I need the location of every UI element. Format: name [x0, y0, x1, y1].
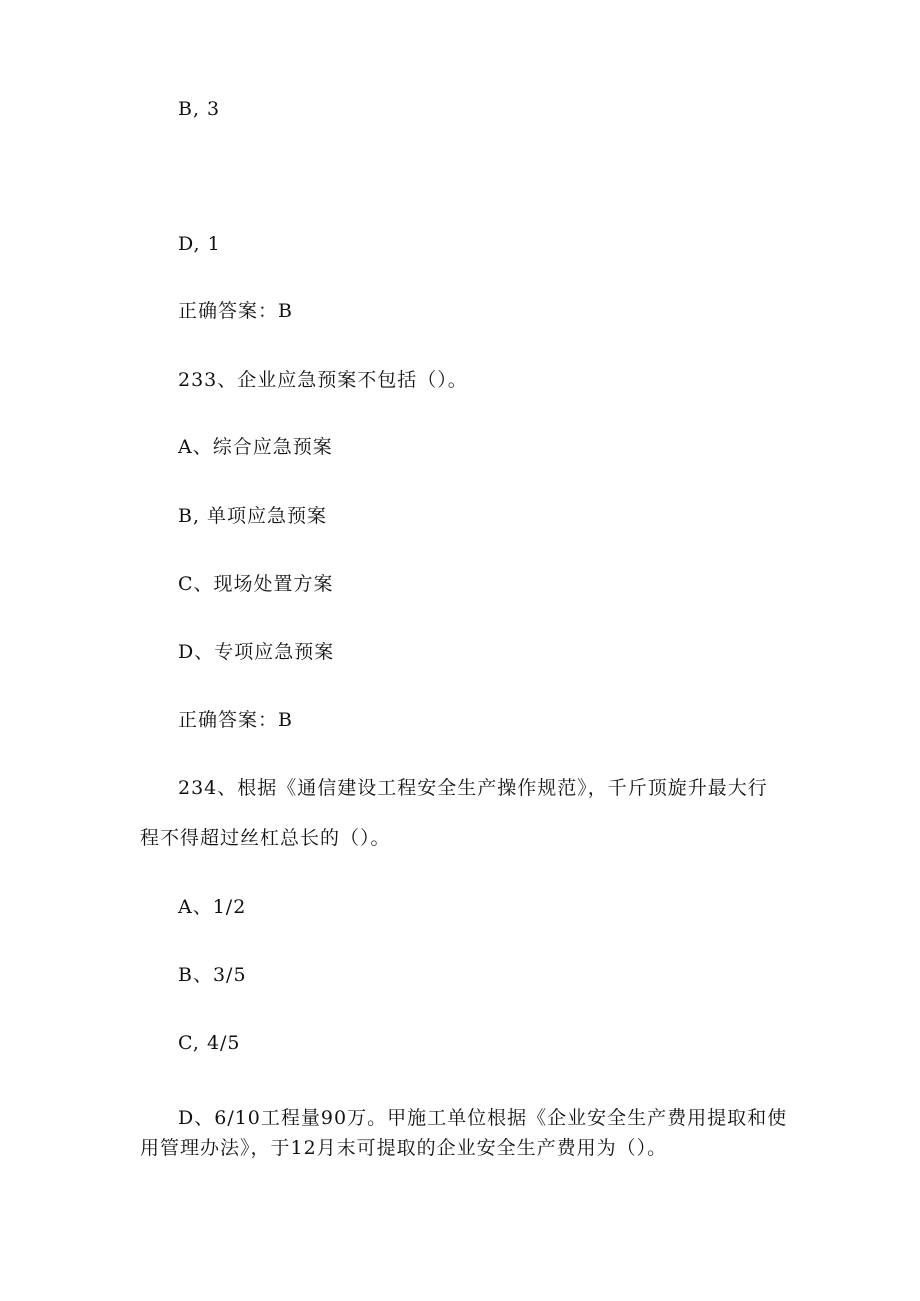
- option-d-line-2: 用管理办法》，于12月末可提取的企业安全生产费用为（）。: [140, 1137, 668, 1159]
- option-b: B, 单项应急预案: [178, 505, 328, 527]
- option-a: A、综合应急预案: [178, 436, 333, 458]
- option-b: B, 3: [178, 98, 221, 120]
- option-d: D、专项应急预案: [178, 641, 335, 663]
- question-234-line-1: 234、根据《通信建设工程安全生产操作规范》，千斤顶旋升最大行: [178, 777, 768, 799]
- option-c: C、现场处置方案: [178, 573, 334, 595]
- option-d: D, 1: [178, 233, 221, 255]
- correct-answer: 正确答案：B: [178, 300, 293, 322]
- option-c: C, 4/5: [178, 1032, 241, 1054]
- option-b: B、3/5: [178, 964, 247, 986]
- question-233: 233、企业应急预案不包括（）。: [178, 369, 468, 391]
- option-a: A、1/2: [178, 896, 247, 918]
- question-234-line-2: 程不得超过丝杠总长的（）。: [140, 827, 391, 849]
- correct-answer: 正确答案：B: [178, 709, 293, 731]
- option-d-line-1: D、6/10工程量90万。甲施工单位根据《企业安全生产费用提取和使: [178, 1107, 788, 1129]
